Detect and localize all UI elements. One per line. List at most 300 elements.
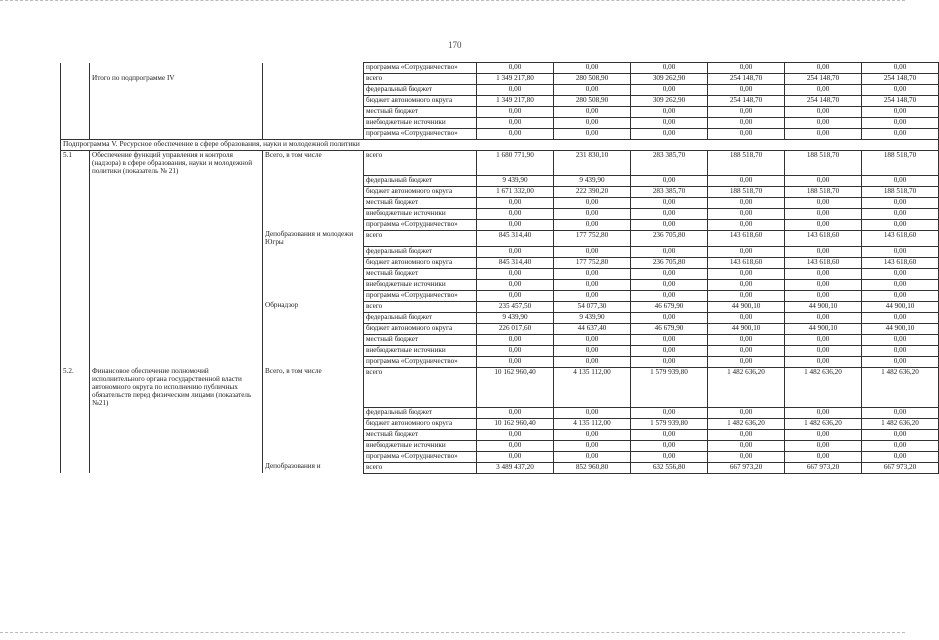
funding-source: внебюджетные источники bbox=[364, 208, 477, 219]
amount-cell: 0,00 bbox=[477, 356, 554, 367]
row-number bbox=[61, 186, 90, 197]
row-number bbox=[61, 279, 90, 290]
amount-cell: 0,00 bbox=[785, 118, 862, 129]
funding-source: программа «Сотрудничество» bbox=[364, 129, 477, 140]
amount-cell: 0,00 bbox=[862, 312, 939, 323]
measure-name: Итого по подпрограмме IV bbox=[90, 74, 263, 85]
row-number bbox=[61, 268, 90, 279]
row-number bbox=[61, 208, 90, 219]
amount-cell: 143 618,60 bbox=[785, 230, 862, 246]
amount-cell: 0,00 bbox=[785, 268, 862, 279]
measure-name: Финансовое обеспечение полномочий исполнительного органа государственной власти автономного округа по исполнению публичных обязательств перед физическим лицами (показатель №21) bbox=[90, 367, 263, 407]
amount-cell: 0,00 bbox=[477, 290, 554, 301]
page-number: 170 bbox=[448, 40, 462, 50]
funding-source: всего bbox=[364, 151, 477, 176]
amount-cell: 236 705,80 bbox=[631, 230, 708, 246]
executor bbox=[263, 312, 364, 323]
table-row bbox=[61, 440, 939, 451]
amount-cell: 254 148,70 bbox=[708, 74, 785, 85]
amount-cell: 143 618,60 bbox=[708, 230, 785, 246]
amount-cell: 44 900,10 bbox=[785, 301, 862, 312]
amount-cell: 0,00 bbox=[708, 407, 785, 418]
executor: Депобразования и молодежи Югры bbox=[263, 230, 364, 246]
amount-cell: 845 314,40 bbox=[477, 230, 554, 246]
amount-cell: 4 135 112,00 bbox=[554, 418, 631, 429]
table-row bbox=[61, 140, 939, 151]
amount-cell: 0,00 bbox=[708, 345, 785, 356]
amount-cell: 0,00 bbox=[631, 440, 708, 451]
amount-cell: 0,00 bbox=[708, 85, 785, 96]
amount-cell: 44 900,10 bbox=[708, 301, 785, 312]
measure-name: Обеспечение функций управления и контроля (надзора) в сфере образования, науки и молодежной политики (показатель № 21) bbox=[90, 151, 263, 176]
executor bbox=[263, 345, 364, 356]
amount-cell: 0,00 bbox=[862, 246, 939, 257]
amount-cell: 0,00 bbox=[631, 268, 708, 279]
table-row bbox=[61, 451, 939, 462]
amount-cell: 0,00 bbox=[862, 63, 939, 74]
amount-cell: 0,00 bbox=[862, 279, 939, 290]
table-row bbox=[61, 208, 939, 219]
amount-cell: 0,00 bbox=[785, 246, 862, 257]
amount-cell: 0,00 bbox=[477, 429, 554, 440]
measure-name bbox=[90, 96, 263, 107]
executor bbox=[263, 440, 364, 451]
amount-cell: 1 482 636,20 bbox=[862, 367, 939, 407]
section-heading: Подпрограмма V. Ресурсное обеспечение в сфере образования, науки и молодежной политики bbox=[61, 140, 939, 151]
measure-name bbox=[90, 312, 263, 323]
amount-cell: 1 579 939,80 bbox=[631, 367, 708, 407]
amount-cell: 0,00 bbox=[785, 440, 862, 451]
executor bbox=[263, 107, 364, 118]
amount-cell: 0,00 bbox=[477, 268, 554, 279]
measure-name bbox=[90, 107, 263, 118]
amount-cell: 1 671 332,00 bbox=[477, 186, 554, 197]
row-number bbox=[61, 85, 90, 96]
executor bbox=[263, 219, 364, 230]
amount-cell: 0,00 bbox=[554, 107, 631, 118]
amount-cell: 0,00 bbox=[554, 290, 631, 301]
amount-cell: 0,00 bbox=[862, 175, 939, 186]
amount-cell: 0,00 bbox=[477, 85, 554, 96]
row-number bbox=[61, 230, 90, 246]
row-number bbox=[61, 356, 90, 367]
funding-source: местный бюджет bbox=[364, 107, 477, 118]
funding-source: всего bbox=[364, 367, 477, 407]
amount-cell: 0,00 bbox=[631, 63, 708, 74]
executor bbox=[263, 279, 364, 290]
measure-name bbox=[90, 323, 263, 334]
amount-cell: 188 518,70 bbox=[708, 151, 785, 176]
executor bbox=[263, 197, 364, 208]
amount-cell: 0,00 bbox=[631, 407, 708, 418]
executor: Всего, в том числе bbox=[263, 151, 364, 176]
executor bbox=[263, 418, 364, 429]
amount-cell: 0,00 bbox=[477, 440, 554, 451]
amount-cell: 0,00 bbox=[708, 246, 785, 257]
amount-cell: 177 752,80 bbox=[554, 230, 631, 246]
table-row bbox=[61, 107, 939, 118]
funding-source: бюджет автономного округа bbox=[364, 257, 477, 268]
amount-cell: 10 162 960,40 bbox=[477, 418, 554, 429]
amount-cell: 0,00 bbox=[631, 246, 708, 257]
measure-name bbox=[90, 407, 263, 418]
executor bbox=[263, 96, 364, 107]
amount-cell: 280 508,90 bbox=[554, 74, 631, 85]
amount-cell: 852 960,80 bbox=[554, 462, 631, 473]
table-row bbox=[61, 151, 939, 176]
amount-cell: 0,00 bbox=[785, 312, 862, 323]
funding-source: программа «Сотрудничество» bbox=[364, 356, 477, 367]
amount-cell: 0,00 bbox=[862, 290, 939, 301]
measure-name bbox=[90, 186, 263, 197]
funding-source: программа «Сотрудничество» bbox=[364, 63, 477, 74]
funding-source: всего bbox=[364, 462, 477, 473]
measure-name bbox=[90, 451, 263, 462]
amount-cell: 0,00 bbox=[708, 219, 785, 230]
amount-cell: 44 900,10 bbox=[862, 301, 939, 312]
amount-cell: 0,00 bbox=[862, 268, 939, 279]
amount-cell: 0,00 bbox=[785, 85, 862, 96]
funding-source: бюджет автономного округа bbox=[364, 96, 477, 107]
executor bbox=[263, 429, 364, 440]
amount-cell: 0,00 bbox=[631, 279, 708, 290]
table-row bbox=[61, 175, 939, 186]
amount-cell: 0,00 bbox=[785, 175, 862, 186]
amount-cell: 0,00 bbox=[785, 279, 862, 290]
row-number bbox=[61, 301, 90, 312]
row-number bbox=[61, 334, 90, 345]
budget-table-body bbox=[61, 63, 939, 474]
amount-cell: 188 518,70 bbox=[785, 186, 862, 197]
measure-name bbox=[90, 219, 263, 230]
funding-source: программа «Сотрудничество» bbox=[364, 451, 477, 462]
funding-source: федеральный бюджет bbox=[364, 175, 477, 186]
table-row bbox=[61, 186, 939, 197]
amount-cell: 1 349 217,80 bbox=[477, 96, 554, 107]
executor bbox=[263, 246, 364, 257]
amount-cell: 845 314,40 bbox=[477, 257, 554, 268]
amount-cell: 0,00 bbox=[785, 197, 862, 208]
amount-cell: 188 518,70 bbox=[785, 151, 862, 176]
measure-name bbox=[90, 345, 263, 356]
amount-cell: 667 973,20 bbox=[785, 462, 862, 473]
amount-cell: 0,00 bbox=[554, 440, 631, 451]
executor bbox=[263, 407, 364, 418]
amount-cell: 236 705,80 bbox=[631, 257, 708, 268]
amount-cell: 0,00 bbox=[708, 268, 785, 279]
amount-cell: 46 679,90 bbox=[631, 301, 708, 312]
amount-cell: 46 679,90 bbox=[631, 323, 708, 334]
measure-name bbox=[90, 418, 263, 429]
measure-name bbox=[90, 246, 263, 257]
funding-source: местный бюджет bbox=[364, 197, 477, 208]
funding-source: бюджет автономного округа bbox=[364, 418, 477, 429]
amount-cell: 0,00 bbox=[477, 334, 554, 345]
amount-cell: 0,00 bbox=[708, 279, 785, 290]
budget-table bbox=[60, 62, 939, 474]
measure-name bbox=[90, 440, 263, 451]
measure-name bbox=[90, 279, 263, 290]
funding-source: бюджет автономного округа bbox=[364, 186, 477, 197]
amount-cell: 0,00 bbox=[785, 345, 862, 356]
funding-source: местный бюджет bbox=[364, 268, 477, 279]
measure-name bbox=[90, 85, 263, 96]
amount-cell: 44 900,10 bbox=[862, 323, 939, 334]
amount-cell: 0,00 bbox=[785, 63, 862, 74]
amount-cell: 143 618,60 bbox=[862, 230, 939, 246]
executor bbox=[263, 129, 364, 140]
amount-cell: 0,00 bbox=[554, 246, 631, 257]
amount-cell: 226 017,60 bbox=[477, 323, 554, 334]
table-row bbox=[61, 334, 939, 345]
amount-cell: 0,00 bbox=[785, 129, 862, 140]
amount-cell: 1 482 636,20 bbox=[708, 418, 785, 429]
table-row bbox=[61, 96, 939, 107]
amount-cell: 0,00 bbox=[477, 345, 554, 356]
amount-cell: 0,00 bbox=[785, 208, 862, 219]
amount-cell: 0,00 bbox=[862, 345, 939, 356]
amount-cell: 254 148,70 bbox=[785, 96, 862, 107]
amount-cell: 222 390,20 bbox=[554, 186, 631, 197]
funding-source: всего bbox=[364, 74, 477, 85]
amount-cell: 4 135 112,00 bbox=[554, 367, 631, 407]
amount-cell: 0,00 bbox=[554, 118, 631, 129]
amount-cell: 0,00 bbox=[554, 429, 631, 440]
funding-source: федеральный бюджет bbox=[364, 312, 477, 323]
amount-cell: 667 973,20 bbox=[862, 462, 939, 473]
table-row bbox=[61, 268, 939, 279]
funding-source: местный бюджет bbox=[364, 334, 477, 345]
amount-cell: 0,00 bbox=[708, 208, 785, 219]
amount-cell: 0,00 bbox=[785, 429, 862, 440]
amount-cell: 254 148,70 bbox=[708, 96, 785, 107]
amount-cell: 0,00 bbox=[708, 175, 785, 186]
row-number bbox=[61, 107, 90, 118]
amount-cell: 0,00 bbox=[708, 118, 785, 129]
amount-cell: 0,00 bbox=[477, 208, 554, 219]
executor bbox=[263, 451, 364, 462]
amount-cell: 0,00 bbox=[862, 429, 939, 440]
amount-cell: 44 900,10 bbox=[785, 323, 862, 334]
table-row bbox=[61, 301, 939, 312]
funding-source: внебюджетные источники bbox=[364, 279, 477, 290]
amount-cell: 0,00 bbox=[862, 129, 939, 140]
amount-cell: 1 482 636,20 bbox=[785, 418, 862, 429]
amount-cell: 0,00 bbox=[631, 175, 708, 186]
amount-cell: 0,00 bbox=[862, 197, 939, 208]
row-number bbox=[61, 63, 90, 74]
amount-cell: 188 518,70 bbox=[862, 151, 939, 176]
funding-source: программа «Сотрудничество» bbox=[364, 219, 477, 230]
amount-cell: 0,00 bbox=[477, 451, 554, 462]
executor bbox=[263, 175, 364, 186]
funding-source: программа «Сотрудничество» bbox=[364, 290, 477, 301]
row-number bbox=[61, 257, 90, 268]
amount-cell: 0,00 bbox=[785, 290, 862, 301]
row-number bbox=[61, 246, 90, 257]
amount-cell: 0,00 bbox=[631, 345, 708, 356]
measure-name bbox=[90, 356, 263, 367]
amount-cell: 0,00 bbox=[862, 85, 939, 96]
table-row bbox=[61, 418, 939, 429]
amount-cell: 0,00 bbox=[708, 429, 785, 440]
measure-name bbox=[90, 230, 263, 246]
table-row bbox=[61, 345, 939, 356]
amount-cell: 1 349 217,80 bbox=[477, 74, 554, 85]
amount-cell: 143 618,60 bbox=[708, 257, 785, 268]
executor: Всего, в том числе bbox=[263, 367, 364, 407]
funding-source: федеральный бюджет bbox=[364, 85, 477, 96]
row-number bbox=[61, 197, 90, 208]
row-number bbox=[61, 462, 90, 473]
executor bbox=[263, 74, 364, 85]
table-row bbox=[61, 197, 939, 208]
amount-cell: 0,00 bbox=[862, 440, 939, 451]
row-number: 5.2. bbox=[61, 367, 90, 407]
table-row bbox=[61, 85, 939, 96]
amount-cell: 0,00 bbox=[708, 312, 785, 323]
amount-cell: 0,00 bbox=[785, 107, 862, 118]
amount-cell: 0,00 bbox=[631, 219, 708, 230]
row-number bbox=[61, 418, 90, 429]
table-row bbox=[61, 129, 939, 140]
amount-cell: 254 148,70 bbox=[862, 74, 939, 85]
measure-name bbox=[90, 63, 263, 74]
amount-cell: 0,00 bbox=[631, 312, 708, 323]
table-row bbox=[61, 367, 939, 407]
amount-cell: 9 439,90 bbox=[477, 312, 554, 323]
amount-cell: 0,00 bbox=[554, 85, 631, 96]
amount-cell: 44 637,40 bbox=[554, 323, 631, 334]
amount-cell: 3 489 437,20 bbox=[477, 462, 554, 473]
amount-cell: 280 508,90 bbox=[554, 96, 631, 107]
amount-cell: 254 148,70 bbox=[785, 74, 862, 85]
amount-cell: 283 385,70 bbox=[631, 151, 708, 176]
measure-name bbox=[90, 268, 263, 279]
row-number bbox=[61, 440, 90, 451]
amount-cell: 0,00 bbox=[554, 451, 631, 462]
amount-cell: 1 482 636,20 bbox=[708, 367, 785, 407]
amount-cell: 177 752,80 bbox=[554, 257, 631, 268]
funding-source: федеральный бюджет bbox=[364, 407, 477, 418]
measure-name bbox=[90, 429, 263, 440]
amount-cell: 0,00 bbox=[631, 429, 708, 440]
amount-cell: 0,00 bbox=[554, 219, 631, 230]
row-number bbox=[61, 74, 90, 85]
amount-cell: 235 457,50 bbox=[477, 301, 554, 312]
amount-cell: 0,00 bbox=[631, 107, 708, 118]
row-number bbox=[61, 129, 90, 140]
table-row bbox=[61, 118, 939, 129]
amount-cell: 0,00 bbox=[631, 197, 708, 208]
amount-cell: 309 262,90 bbox=[631, 74, 708, 85]
measure-name bbox=[90, 301, 263, 312]
amount-cell: 0,00 bbox=[631, 85, 708, 96]
table-row bbox=[61, 429, 939, 440]
amount-cell: 0,00 bbox=[554, 345, 631, 356]
measure-name bbox=[90, 334, 263, 345]
amount-cell: 0,00 bbox=[862, 407, 939, 418]
amount-cell: 283 385,70 bbox=[631, 186, 708, 197]
amount-cell: 0,00 bbox=[785, 219, 862, 230]
scan-bottom-edge bbox=[0, 632, 905, 633]
amount-cell: 309 262,90 bbox=[631, 96, 708, 107]
amount-cell: 254 148,70 bbox=[862, 96, 939, 107]
amount-cell: 0,00 bbox=[631, 118, 708, 129]
amount-cell: 0,00 bbox=[862, 107, 939, 118]
executor bbox=[263, 257, 364, 268]
amount-cell: 0,00 bbox=[708, 290, 785, 301]
amount-cell: 0,00 bbox=[477, 107, 554, 118]
amount-cell: 0,00 bbox=[631, 290, 708, 301]
measure-name bbox=[90, 175, 263, 186]
amount-cell: 0,00 bbox=[477, 219, 554, 230]
executor: Депобразования и bbox=[263, 462, 364, 473]
amount-cell: 0,00 bbox=[477, 246, 554, 257]
amount-cell: 0,00 bbox=[708, 63, 785, 74]
executor bbox=[263, 323, 364, 334]
executor bbox=[263, 118, 364, 129]
table-row bbox=[61, 74, 939, 85]
amount-cell: 0,00 bbox=[785, 334, 862, 345]
row-number bbox=[61, 118, 90, 129]
amount-cell: 667 973,20 bbox=[708, 462, 785, 473]
amount-cell: 0,00 bbox=[631, 451, 708, 462]
amount-cell: 44 900,10 bbox=[708, 323, 785, 334]
amount-cell: 0,00 bbox=[631, 129, 708, 140]
table-row bbox=[61, 290, 939, 301]
amount-cell: 143 618,60 bbox=[785, 257, 862, 268]
row-number bbox=[61, 451, 90, 462]
amount-cell: 0,00 bbox=[477, 407, 554, 418]
funding-source: федеральный бюджет bbox=[364, 246, 477, 257]
executor: Обрнадзор bbox=[263, 301, 364, 312]
amount-cell: 0,00 bbox=[477, 63, 554, 74]
amount-cell: 0,00 bbox=[477, 118, 554, 129]
amount-cell: 0,00 bbox=[708, 451, 785, 462]
amount-cell: 0,00 bbox=[862, 208, 939, 219]
amount-cell: 0,00 bbox=[554, 279, 631, 290]
table-row bbox=[61, 407, 939, 418]
amount-cell: 0,00 bbox=[708, 129, 785, 140]
amount-cell: 0,00 bbox=[554, 208, 631, 219]
amount-cell: 0,00 bbox=[862, 118, 939, 129]
amount-cell: 0,00 bbox=[708, 334, 785, 345]
amount-cell: 1 482 636,20 bbox=[785, 367, 862, 407]
amount-cell: 0,00 bbox=[631, 208, 708, 219]
amount-cell: 0,00 bbox=[708, 356, 785, 367]
row-number bbox=[61, 312, 90, 323]
measure-name bbox=[90, 257, 263, 268]
executor bbox=[263, 290, 364, 301]
amount-cell: 9 439,90 bbox=[477, 175, 554, 186]
amount-cell: 188 518,70 bbox=[708, 186, 785, 197]
row-number bbox=[61, 323, 90, 334]
amount-cell: 0,00 bbox=[554, 407, 631, 418]
executor bbox=[263, 334, 364, 345]
row-number bbox=[61, 96, 90, 107]
table-row bbox=[61, 356, 939, 367]
measure-name bbox=[90, 197, 263, 208]
executor bbox=[263, 268, 364, 279]
funding-source: внебюджетные источники bbox=[364, 118, 477, 129]
amount-cell: 0,00 bbox=[862, 451, 939, 462]
funding-source: внебюджетные источники bbox=[364, 440, 477, 451]
table-row bbox=[61, 312, 939, 323]
row-number bbox=[61, 345, 90, 356]
amount-cell: 0,00 bbox=[477, 197, 554, 208]
amount-cell: 0,00 bbox=[554, 129, 631, 140]
